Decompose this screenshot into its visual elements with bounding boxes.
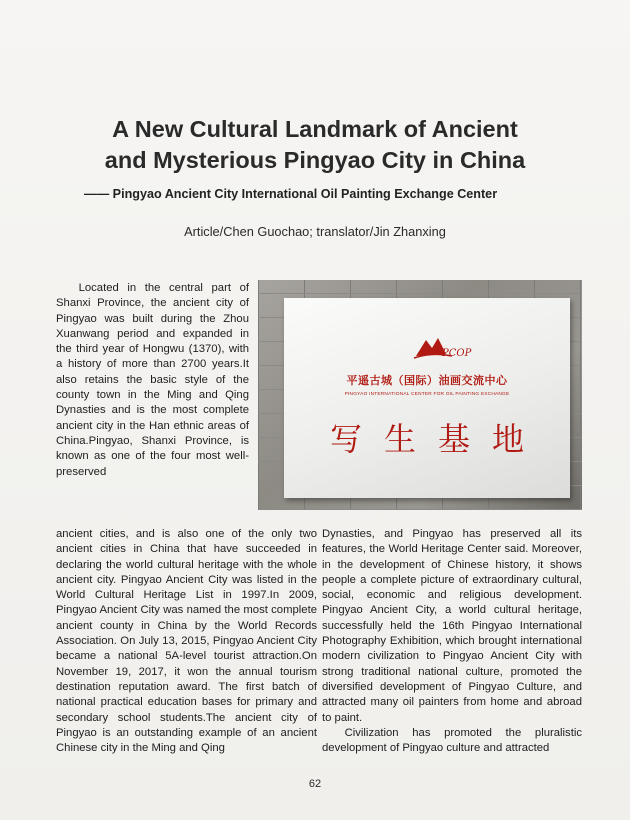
logo-text: PCOP [442,348,472,359]
plaque-main-characters: 写生基地 [329,420,546,458]
plaque-photo [258,280,582,510]
plaque-english-name: PINGYAO INTERNATIONAL CENTER FOR OIL PAINTING EXCHANGE [344,392,510,397]
paragraph-1-continued: ancient cities, and is also one of the only two ancient cities in China that have succeeded in declaring the world cultural heritage with the whole ancient city. Pingyao Ancient City was listed in the World Cultural Heritage List in 1997.In 2009, Pingyao Ancient City was named the most complete ancient county in China by the World Records Association. On July 13, 2015, Pingyao Ancient City became a national 5A-level tourist attraction.On November 19, 2017, it won the annual tourism destination reputation award. The first batch of national practical education bases for primary and secondary school students.The ancient city of Pingyao is an outstanding example of an ancient Chinese city in the Ming and Qing [56,528,317,755]
paragraph-1-start: Located in the central part of Shanxi Province, the ancient city of Pingyao was built during the Zhou Xuanwang period and expanded in the third year of Hongwu (1370), with a history of more than 2700 years.It also retains the basic style of the county town in the Ming and Qing Dynasties and is the most complete ancient city in the Han ethnic areas of China.Pingyao, Shanxi Province, is known as one of the four most well-preserved [56,282,249,478]
pcop-logo-icon [412,334,472,362]
paragraph-2: Civilization has promoted the pluralistic development of Pingyao culture and attracted [322,726,582,755]
page-number: 62 [308,778,322,790]
title-line-1: A New Cultural Landmark of Ancient [112,116,518,142]
title-line-2: and Mysterious Pingyao City in China [104,147,526,173]
plaque [284,298,570,498]
article-subtitle: —— Pingyao Ancient City International Oil Painting Exchange Center [84,187,498,201]
body-column-left-bottom [56,527,317,756]
body-column-left-top [56,281,249,480]
plaque-chinese-name: 平遥古城（国际）油画交流中心 [346,374,508,387]
body-column-right [322,527,582,756]
article-byline: Article/Chen Guochao; translator/Jin Zhanxing [184,224,446,239]
article-title [30,114,600,176]
paragraph-1-end: Dynasties, and Pingyao has preserved all its features, the World Heritage Center said. Moreover, in the development of Chinese history, it shows people a complete picture of extraordinary cultural, social, economic and religious development. Pingyao Ancient City, a world cultural heritage, successfully held the 16th Pingyao International Photography Exhibition, which brought international modern civilization to Pingyao Ancient City with strong traditional national culture, promoted the diversified development of Pingyao Culture, and attracted many oil painters from home and abroad to paint. [322,528,582,724]
